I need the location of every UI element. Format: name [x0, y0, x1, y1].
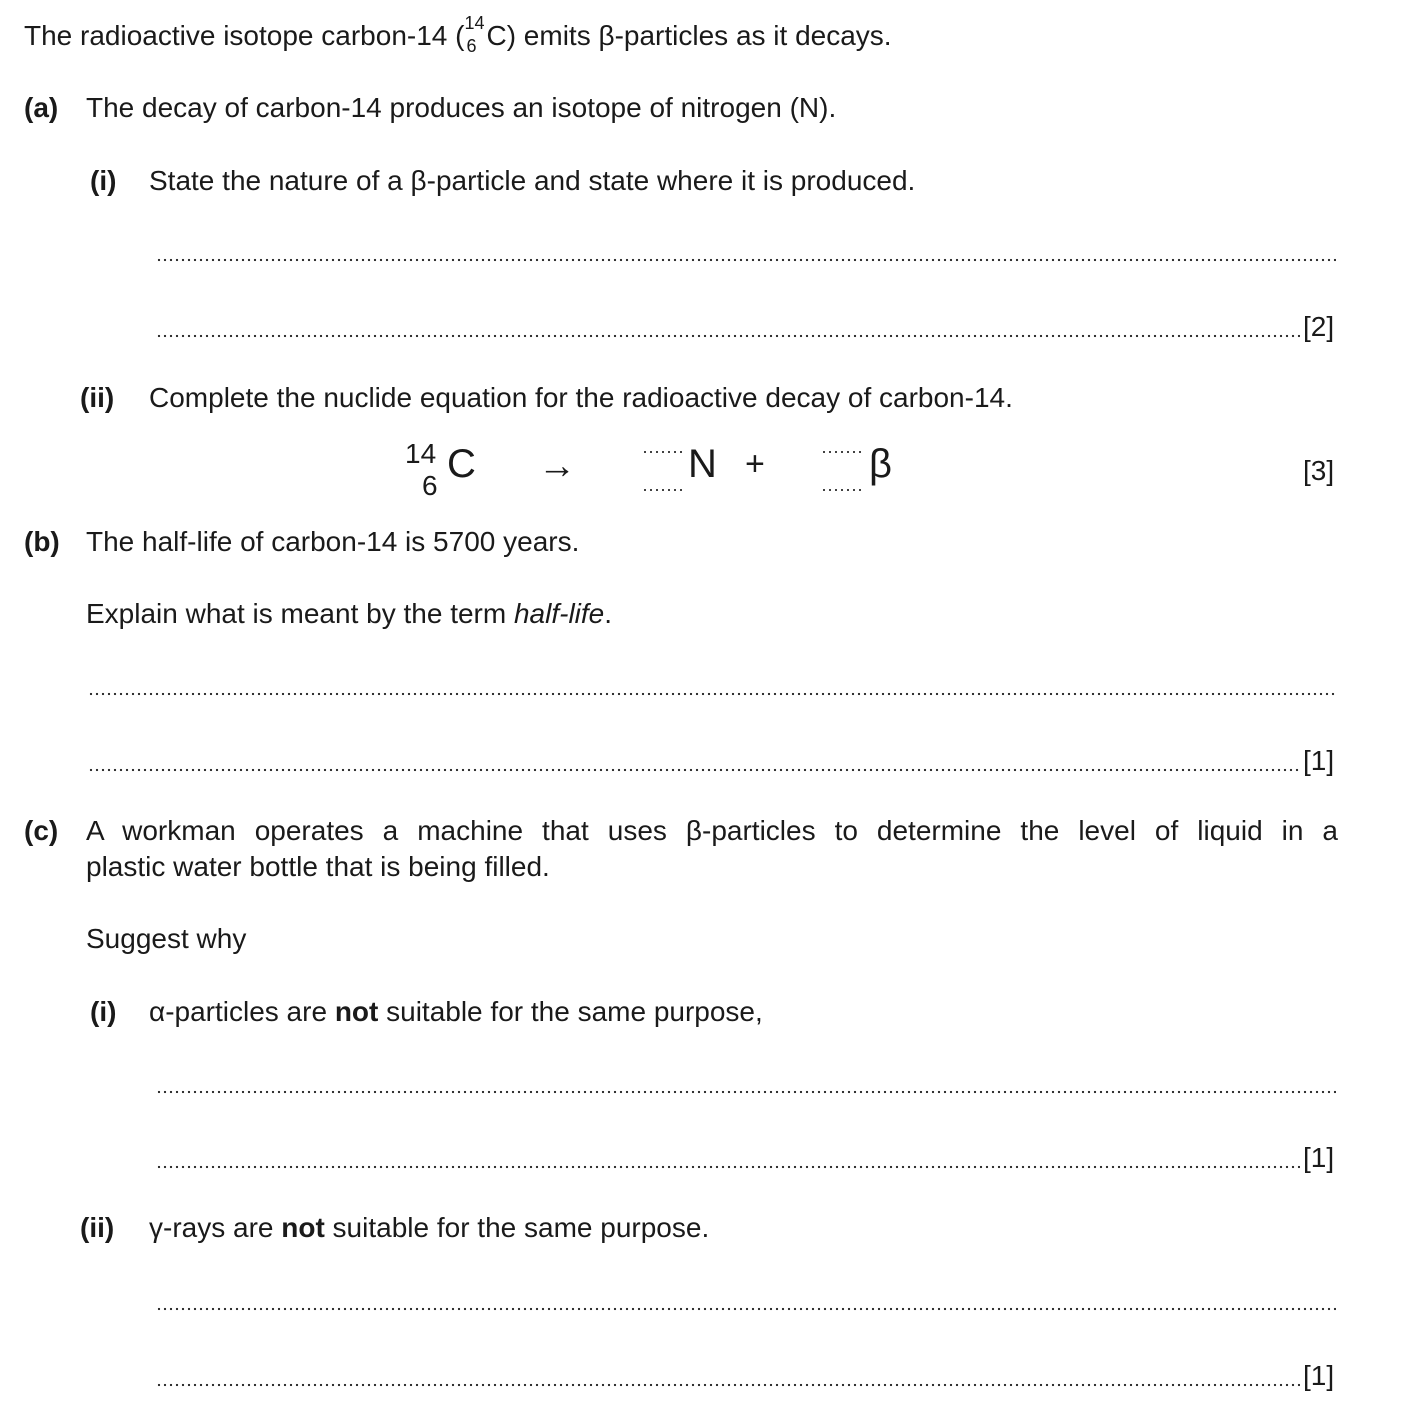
marks-badge: [3]	[1303, 455, 1335, 486]
marks-badge: [2]	[1303, 311, 1335, 342]
answer-line[interactable]	[156, 1090, 1336, 1094]
part-c-ii-label: (ii)	[80, 1212, 115, 1243]
part-a-i-label: (i)	[90, 165, 117, 196]
part-a-i-question: State the nature of a β-particle and state where it is produced.	[149, 165, 916, 196]
parent-symbol: C	[447, 442, 476, 486]
answer-line[interactable]	[156, 1383, 1300, 1387]
part-c-label: (c)	[24, 815, 59, 846]
intro-text: The radioactive isotope carbon-14 ( 14 6 C) emits β-particles as it decays.	[24, 13, 892, 56]
answer-line[interactable]	[156, 258, 1336, 262]
particle-atomic-blank[interactable]	[821, 488, 861, 492]
part-c-i-question: α-particles are not suitable for the same purpose,	[149, 996, 763, 1027]
product-atomic-blank[interactable]	[642, 488, 682, 492]
part-b-text: The half-life of carbon-14 is 5700 years.	[86, 526, 580, 557]
parent-mass-number: 14	[405, 438, 437, 469]
part-b-label: (b)	[24, 526, 60, 557]
part-b-prompt: Explain what is meant by the term half-life.	[86, 598, 613, 629]
nuclide-notation: 14 6	[464, 13, 485, 56]
product-mass-blank[interactable]	[642, 450, 682, 454]
answer-line[interactable]	[88, 692, 1336, 696]
marks-badge: [1]	[1303, 745, 1335, 776]
part-a-label: (a)	[24, 92, 59, 123]
answer-line[interactable]	[156, 1165, 1300, 1169]
part-c-suggest: Suggest why	[86, 923, 247, 954]
particle-mass-blank[interactable]	[821, 450, 861, 454]
part-a-ii-question: Complete the nuclide equation for the radioactive decay of carbon-14.	[149, 382, 1013, 413]
part-a-ii-label: (ii)	[80, 382, 115, 413]
part-c-text-line2: plastic water bottle that is being filled.	[86, 851, 550, 882]
plus-sign: +	[745, 445, 765, 483]
part-c-ii-question: γ-rays are not suitable for the same purpose.	[149, 1212, 710, 1243]
answer-line[interactable]	[88, 768, 1300, 772]
marks-badge: [1]	[1303, 1142, 1335, 1173]
product-symbol: N	[688, 442, 717, 486]
particle-symbol: β	[869, 442, 893, 486]
arrow-icon: →	[538, 445, 576, 487]
parent-atomic-number: 6	[422, 470, 438, 501]
part-a-text: The decay of carbon-14 produces an isotope of nitrogen (N).	[86, 92, 837, 123]
part-c-text-line1: A workman operates a machine that uses β-particles to determine the level of liquid in a	[86, 815, 1338, 846]
marks-badge: [1]	[1303, 1360, 1335, 1391]
part-c-i-label: (i)	[90, 996, 117, 1027]
answer-line[interactable]	[156, 1307, 1336, 1311]
answer-line[interactable]	[156, 334, 1300, 338]
